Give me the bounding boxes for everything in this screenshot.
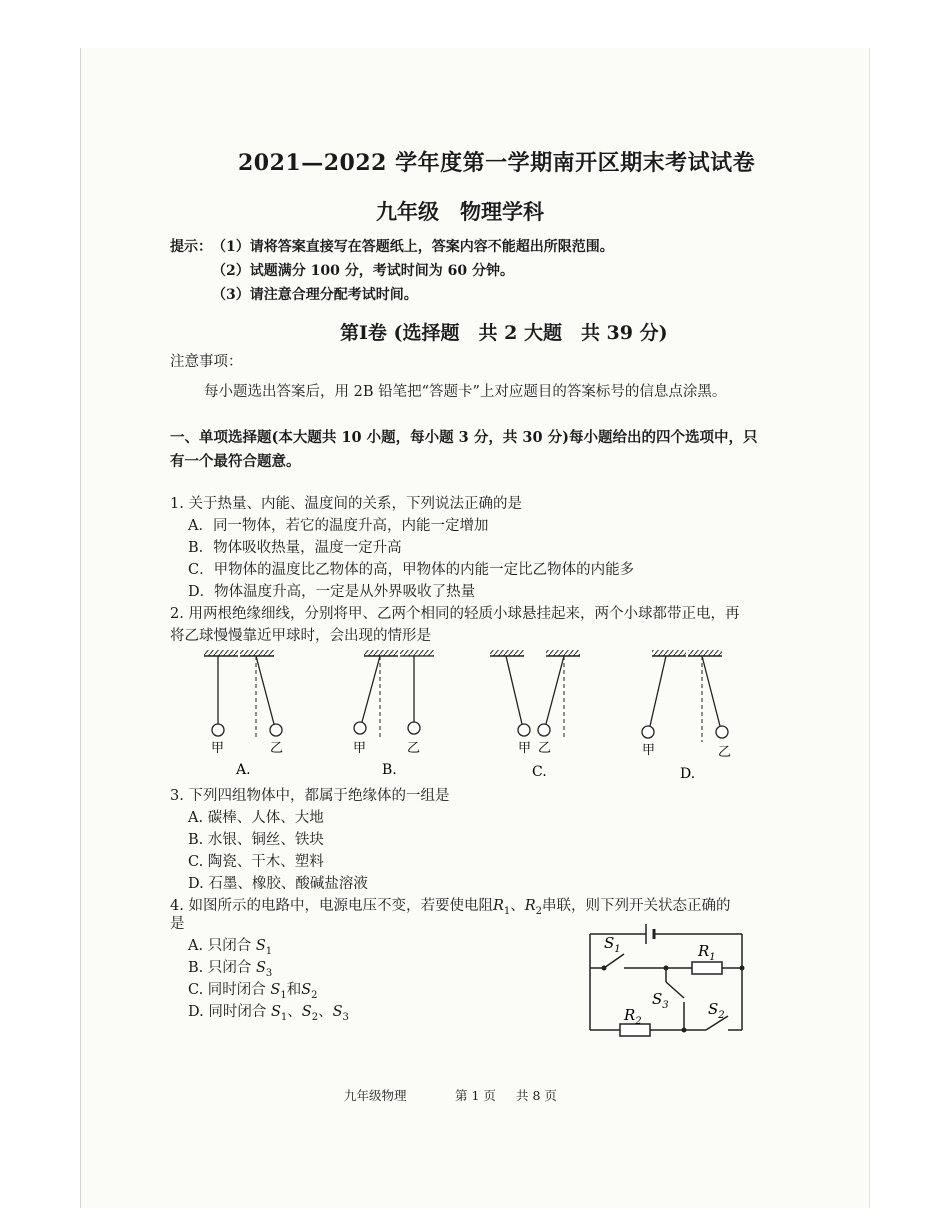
label-s1 xyxy=(604,934,621,955)
footer-page: 第 1 页 xyxy=(455,1088,496,1103)
q2-option-a-label: A. xyxy=(236,762,251,778)
exam-subtitle: 九年级 物理学科 xyxy=(376,199,544,224)
switch-symbol: S xyxy=(332,1004,343,1020)
ceiling-mount xyxy=(490,650,524,656)
q2-figure-b xyxy=(353,650,434,778)
label-s2-sub: 2 xyxy=(718,1010,725,1021)
junction-dot xyxy=(664,966,669,971)
tip-item-1: （1）请将答案直接写在答题纸上，答案内容不能超出所限范围。 xyxy=(212,239,614,255)
label-r2-letter: R xyxy=(624,1006,636,1024)
switch-symbol: S xyxy=(301,982,312,998)
switch-subscript: 3 xyxy=(265,967,273,979)
q4-circuit-diagram xyxy=(580,918,760,1046)
ball-jia xyxy=(354,722,366,734)
switch-subscript: 2 xyxy=(311,989,318,1001)
switch-symbol: S xyxy=(270,1004,281,1020)
q1-option-a: A．同一物体，若它的温度升高，内能一定增加 xyxy=(188,518,489,534)
ball-jia xyxy=(518,724,530,736)
q1-option-c: C．甲物体的温度比乙物体的高，甲物体的内能一定比乙物体的内能多 xyxy=(188,562,635,578)
ball-label-yi: 乙 xyxy=(407,741,421,756)
label-r2 xyxy=(623,1006,642,1027)
switch-symbol: S xyxy=(270,982,281,998)
label-s3-sub: 3 xyxy=(662,1000,669,1011)
ceiling-mount xyxy=(400,650,434,656)
tip-item-3: （3）请注意合理分配考试时间。 xyxy=(212,287,418,303)
q3-option-d: D. 石墨、橡胶、酸碱盐溶液 xyxy=(188,876,368,892)
label-r2-sub: 2 xyxy=(635,1016,642,1027)
ceiling-mount xyxy=(240,650,274,656)
q4-stem-line2: 是 xyxy=(170,916,185,932)
ball-label-jia: 甲 xyxy=(211,741,225,756)
ceiling-mount xyxy=(688,650,722,656)
q1-option-d: D．物体温度升高，一定是从外界吸收了热量 xyxy=(188,584,476,600)
r2-subscript: 2 xyxy=(535,905,543,917)
switch-s3-blade xyxy=(666,982,684,998)
q2-figure-a xyxy=(204,650,283,778)
switch-subscript: 1 xyxy=(280,989,287,1001)
ceiling-mount xyxy=(204,650,238,656)
tip-item-2: （2）试题满分 100 分，考试时间为 60 分钟。 xyxy=(212,263,514,279)
switch-s2-blade xyxy=(706,1016,728,1030)
q4-option-c-and: 和 xyxy=(286,982,302,998)
q4-sep: 、 xyxy=(287,1004,302,1020)
q3-stem: 3. 下列四组物体中，都属于绝缘体的一组是 xyxy=(170,788,450,804)
r2-symbol: R xyxy=(524,898,536,914)
q3-option-c: C. 陶瓷、干木、塑料 xyxy=(188,854,324,870)
ball-yi xyxy=(270,724,282,736)
notice-label: 注意事项： xyxy=(170,354,243,370)
part1-heading: 第Ⅰ卷 (选择题 共 2 大题 共 39 分) xyxy=(340,322,668,344)
label-r1-sub: 1 xyxy=(709,952,716,963)
q4-option-c-text: C. 同时闭合 xyxy=(188,982,266,998)
r1-symbol: R xyxy=(492,898,504,914)
ball-label-yi: 乙 xyxy=(538,741,552,756)
switch-subscript: 1 xyxy=(265,945,273,957)
q4-stem-line1 xyxy=(170,894,731,917)
footer-subject: 九年级物理 xyxy=(344,1088,407,1103)
q2-option-d-label: D. xyxy=(680,766,696,780)
switch-symbol: S xyxy=(255,960,266,976)
q2-figure-d xyxy=(642,650,731,780)
label-s2-letter: S xyxy=(708,1000,719,1018)
ball-label-jia: 甲 xyxy=(518,741,532,756)
label-r1-letter: R xyxy=(698,942,710,960)
q2-option-b-label: B. xyxy=(382,762,397,778)
label-s3-letter: S xyxy=(652,990,663,1008)
switch-subscript: 2 xyxy=(311,1011,319,1023)
q1-option-b: B．物体吸收热量，温度一定升高 xyxy=(188,540,402,556)
q4-option-b xyxy=(188,956,272,979)
switch-subscript: 1 xyxy=(280,1011,288,1023)
q4-option-d xyxy=(188,1000,349,1023)
q4-option-a-text: A. 只闭合 xyxy=(188,938,252,954)
q3-option-b: B. 水银、铜丝、铁块 xyxy=(188,832,324,848)
junction-dot xyxy=(682,1028,687,1033)
label-s3 xyxy=(652,990,669,1011)
q2-figure xyxy=(190,648,740,780)
q4-option-c xyxy=(188,978,318,1001)
switch-symbol: S xyxy=(301,1004,312,1020)
q4-sep: 、 xyxy=(510,898,525,914)
junction-dot xyxy=(602,966,607,971)
junction-dot xyxy=(740,966,745,971)
q4-option-b-text: B. 只闭合 xyxy=(188,960,252,976)
exam-title: 2021—2022 学年度第一学期南开区期末考试试卷 xyxy=(238,150,756,176)
q4-stem-pre: 4. 如图所示的电路中，电源电压不变，若要使电阻 xyxy=(170,898,493,914)
q2-option-c-label: C. xyxy=(532,764,547,780)
label-s1-letter: S xyxy=(604,934,615,952)
ball-yi xyxy=(716,726,728,738)
ball-label-jia: 甲 xyxy=(353,741,367,756)
ceiling-mount xyxy=(652,650,686,656)
q4-option-d-text: D. 同时闭合 xyxy=(188,1004,267,1020)
resistor-r1 xyxy=(692,962,722,974)
q2-stem-line2: 将乙球慢慢靠近甲球时，会出现的情形是 xyxy=(170,628,431,644)
ball-yi xyxy=(538,724,550,736)
ball-label-yi: 乙 xyxy=(270,741,284,756)
ball-label-jia: 甲 xyxy=(642,743,656,758)
ball-label-yi: 乙 xyxy=(718,745,732,760)
section1-line1: 一、单项选择题(本大题共 10 小题，每小题 3 分，共 30 分)每小题给出的四个选项中，只 xyxy=(170,429,758,446)
label-s2 xyxy=(708,1000,725,1021)
section1-line2: 有一个最符合题意。 xyxy=(170,453,301,470)
q3-option-a: A. 碳棒、人体、大地 xyxy=(188,810,324,826)
q4-stem-post: 串联，则下列开关状态正确的 xyxy=(542,898,731,914)
label-r1 xyxy=(697,942,716,963)
q2-figure-c xyxy=(490,650,580,780)
switch-s1-blade xyxy=(604,954,624,968)
ball-jia xyxy=(212,724,224,736)
ceiling-mount xyxy=(546,650,580,656)
r1-subscript: 1 xyxy=(503,905,511,917)
q4-sep: 、 xyxy=(318,1004,333,1020)
notice-text: 每小题选出答案后，用 2B 铅笔把“答题卡”上对应题目的答案标号的信息点涂黑。 xyxy=(204,384,727,400)
tips-label: 提示： xyxy=(170,239,212,255)
switch-subscript: 3 xyxy=(342,1011,349,1023)
ball-yi xyxy=(408,722,420,734)
ceiling-mount xyxy=(364,650,398,656)
q4-option-a xyxy=(188,934,272,957)
label-s1-sub: 1 xyxy=(614,944,621,955)
q1-stem: 1. 关于热量、内能、温度间的关系，下列说法正确的是 xyxy=(170,496,522,512)
ball-jia xyxy=(642,726,654,738)
q2-stem-line1: 2. 用两根绝缘细线，分别将甲、乙两个相同的轻质小球悬挂起来，两个小球都带正电，再 xyxy=(170,606,740,622)
switch-symbol: S xyxy=(255,938,266,954)
footer-total: 共 8 页 xyxy=(516,1088,557,1103)
